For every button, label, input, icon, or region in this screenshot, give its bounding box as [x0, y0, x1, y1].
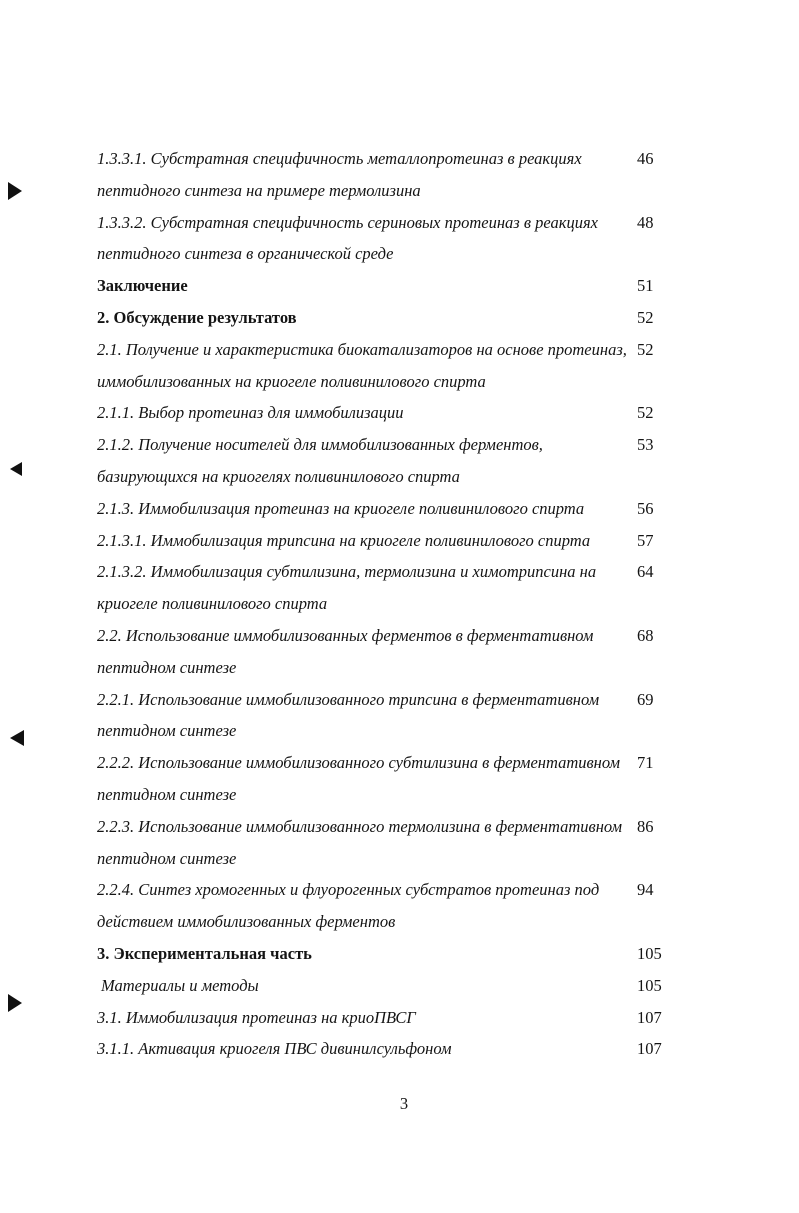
- toc-entry-page: 56: [637, 498, 654, 518]
- toc-entry: [97, 811, 672, 875]
- toc-entry: [97, 938, 672, 970]
- toc-entry-page: 86: [637, 816, 654, 836]
- toc-entry-title: 3.1.1. Активация криогеля ПВС дивинилсульфоном: [97, 1039, 452, 1059]
- toc-entry-page: 52: [637, 403, 654, 423]
- toc-entry: [97, 620, 672, 684]
- toc-entry: [97, 1033, 672, 1065]
- binding-hole-mark: [10, 730, 24, 746]
- toc-entry: [97, 334, 672, 398]
- toc-entry-title: 2.2.3. Использование иммобилизованного термолизина в ферментативном пептидном синтезе: [97, 816, 623, 868]
- binding-hole-mark: [8, 182, 22, 200]
- toc-entry-title: 1.3.3.1. Субстратная специфичность металлопротеиназ в реакциях пептидного синтеза на примере термолизина: [97, 149, 582, 200]
- toc-entry-page: 52: [637, 307, 654, 327]
- toc-entry: [97, 207, 672, 271]
- toc-entry-page: 53: [637, 435, 654, 455]
- toc-entry-page: 57: [637, 530, 654, 550]
- toc-entry: [97, 1002, 672, 1034]
- toc-entry-page: 105: [637, 943, 662, 963]
- toc-entry-title: 2. Обсуждение результатов: [97, 307, 297, 327]
- toc-entry-page: 48: [637, 212, 654, 232]
- binding-hole-mark: [10, 462, 22, 476]
- toc-entry-page: 68: [637, 625, 654, 645]
- toc-entry-page: 51: [637, 276, 654, 296]
- table-of-contents: [97, 143, 672, 1065]
- toc-entry-title: 3. Экспериментальная часть: [97, 943, 312, 963]
- toc-entry: [97, 397, 672, 429]
- toc-entry-title: 2.1.1. Выбор протеиназ для иммобилизации: [97, 403, 404, 423]
- toc-entry: [97, 684, 672, 748]
- toc-entry-page: 69: [637, 689, 654, 709]
- toc-entry-title: 3.1. Иммобилизация протеиназ на криоПВСГ: [97, 1007, 416, 1027]
- toc-entry-title: 2.2. Использование иммобилизованных ферментов в ферментативном пептидном синтезе: [97, 625, 594, 677]
- toc-entry: [97, 970, 672, 1002]
- toc-entry: [97, 525, 672, 557]
- toc-entry-title: 2.1. Получение и характеристика биокатализаторов на основе протеиназ, иммобилизованных на криогеле поливинилового спирта: [97, 339, 627, 391]
- toc-entry-title: 2.2.2. Использование иммобилизованного субтилизина в ферментативном пептидном синтезе: [97, 753, 620, 804]
- toc-entry-title: 2.2.4. Синтез хромогенных и флуорогенных субстратов протеиназ под действием иммобилизованных ферментов: [97, 880, 600, 932]
- toc-entry: [97, 429, 672, 493]
- toc-entry-page: 107: [637, 1007, 662, 1027]
- toc-entry: [97, 747, 672, 811]
- toc-entry-title: 2.1.3. Иммобилизация протеиназ на криогеле поливинилового спирта: [97, 498, 585, 518]
- binding-hole-mark: [8, 994, 22, 1012]
- toc-entry: [97, 493, 672, 525]
- toc-entry-page: 46: [637, 149, 654, 168]
- toc-entry: [97, 143, 672, 207]
- toc-entry-title: 2.1.3.2. Иммобилизация субтилизина, термолизина и химотрипсина на криогеле поливинилового спирта: [97, 562, 597, 614]
- toc-entry-page: 94: [637, 880, 654, 900]
- toc-entry-page: 105: [637, 975, 662, 995]
- toc-entry: [97, 302, 672, 334]
- toc-entry: [97, 270, 672, 302]
- toc-entry-title: Заключение: [97, 276, 188, 296]
- toc-entry-page: 64: [637, 562, 654, 582]
- toc-entry-title: 2.1.3.1. Иммобилизация трипсина на криогеле поливинилового спирта: [97, 530, 591, 550]
- toc-entry: [97, 874, 672, 938]
- toc-entry: [97, 556, 672, 620]
- toc-entry-page: 52: [637, 339, 654, 359]
- page-number: 3: [399, 1094, 409, 1113]
- toc-entry-page: 107: [637, 1039, 662, 1059]
- toc-entry-page: 71: [637, 753, 654, 773]
- toc-entry-title: 2.1.2. Получение носителей для иммобилизованных ферментов, базирующихся на криогелях поливинилового спирта: [97, 435, 543, 486]
- toc-entry-title: 2.2.1. Использование иммобилизованного трипсина в ферментативном пептидном синтезе: [97, 689, 600, 741]
- toc-entry-title: 1.3.3.2. Субстратная специфичность сериновых протеиназ в реакциях пептидного синтеза в органической среде: [97, 212, 598, 264]
- toc-entry-title: Материалы и методы: [101, 975, 259, 995]
